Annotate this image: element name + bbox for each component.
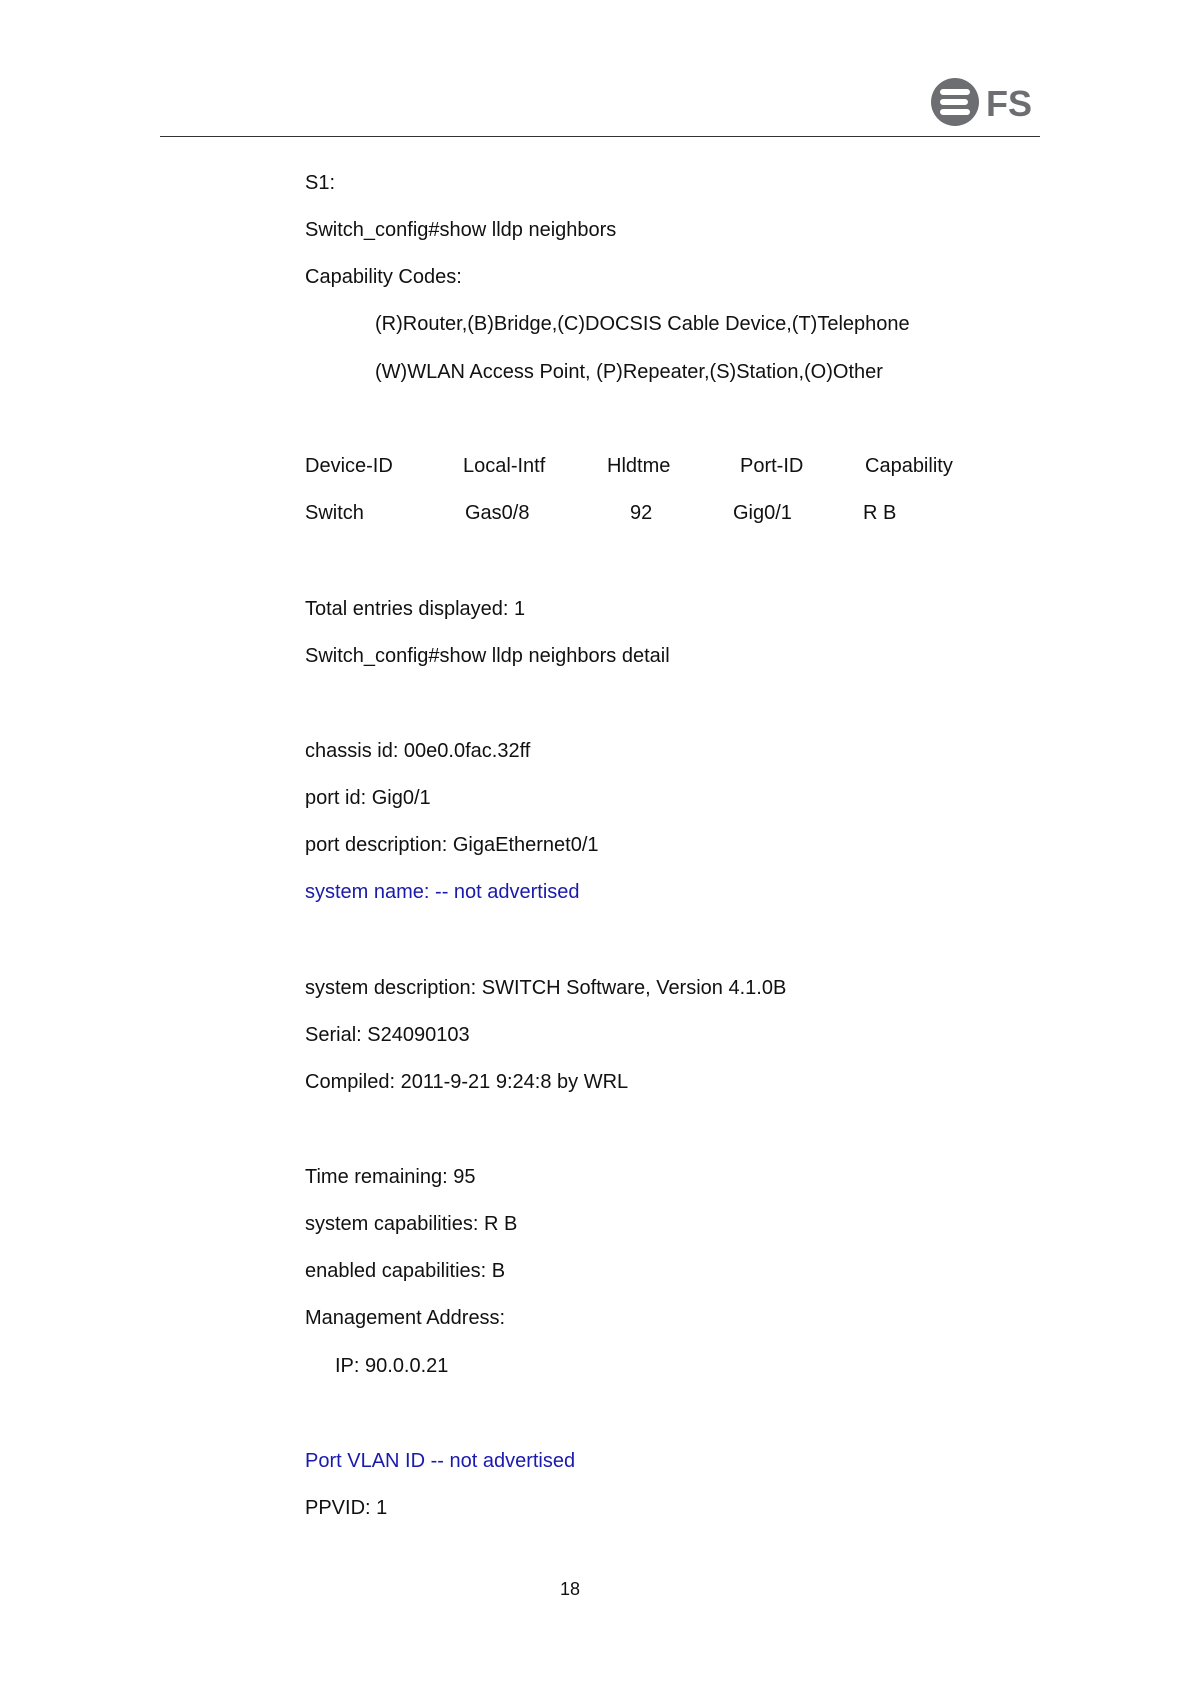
fs-logo bbox=[930, 74, 1040, 134]
s1-label: S1: bbox=[305, 172, 336, 194]
table-header-hldtme: Hldtme bbox=[607, 455, 671, 477]
table-header-device-id: Device-ID bbox=[305, 455, 393, 477]
management-address: Management Address: bbox=[305, 1307, 506, 1329]
management-ip: IP: 90.0.0.21 bbox=[335, 1355, 449, 1377]
cmd-show-neighbors-detail: Switch_config#show lldp neighbors detail bbox=[305, 645, 670, 667]
header-rule bbox=[160, 136, 1040, 137]
table-header-capability: Capability bbox=[865, 455, 953, 477]
port-id: port id: Gig0/1 bbox=[305, 787, 431, 809]
serial: Serial: S24090103 bbox=[305, 1024, 470, 1046]
table-cell-device-id: Switch bbox=[305, 502, 364, 524]
table-cell-port-id: Gig0/1 bbox=[733, 502, 792, 524]
port-description: port description: GigaEthernet0/1 bbox=[305, 834, 599, 856]
system-name: system name: -- not advertised bbox=[305, 881, 580, 903]
logo-text: FS bbox=[986, 83, 1033, 124]
port-vlan-id: Port VLAN ID -- not advertised bbox=[305, 1450, 576, 1472]
chassis-id: chassis id: 00e0.0fac.32ff bbox=[305, 740, 531, 762]
compiled: Compiled: 2011-9-21 9:24:8 by WRL bbox=[305, 1071, 629, 1093]
table-cell-local-intf: Gas0/8 bbox=[465, 502, 530, 524]
system-description: system description: SWITCH Software, Version 4.1.0B bbox=[305, 977, 787, 999]
table-header-local-intf: Local-Intf bbox=[463, 455, 546, 477]
total-entries: Total entries displayed: 1 bbox=[305, 598, 526, 620]
page-number: 18 bbox=[559, 1579, 581, 1599]
table-cell-hldtme: 92 bbox=[630, 502, 653, 524]
table-header-port-id: Port-ID bbox=[740, 455, 804, 477]
capability-codes-line-2: (W)WLAN Access Point, (P)Repeater,(S)Station,(O)Other bbox=[375, 361, 883, 383]
enabled-capabilities: enabled capabilities: B bbox=[305, 1260, 506, 1282]
capability-codes-heading: Capability Codes: bbox=[305, 266, 462, 288]
system-capabilities: system capabilities: R B bbox=[305, 1213, 518, 1235]
capability-codes-line-1: (R)Router,(B)Bridge,(C)DOCSIS Cable Device,(T)Telephone bbox=[375, 313, 910, 335]
time-remaining: Time remaining: 95 bbox=[305, 1166, 476, 1188]
table-cell-capability: R B bbox=[863, 502, 897, 524]
cmd-show-neighbors: Switch_config#show lldp neighbors bbox=[305, 219, 617, 241]
ppvid: PPVID: 1 bbox=[305, 1497, 388, 1519]
